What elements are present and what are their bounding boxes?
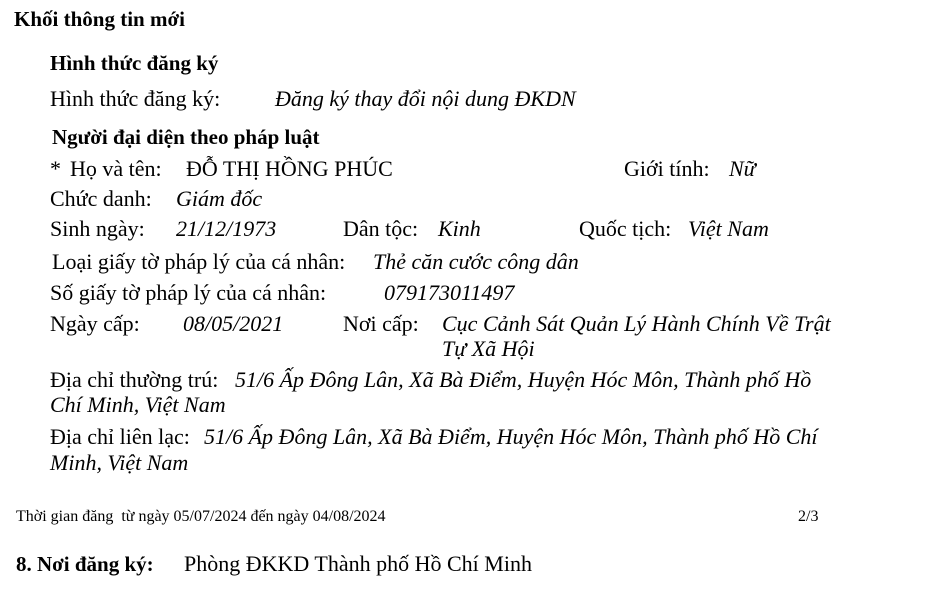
- contact-address-line1: 51/6 Ấp Đông Lân, Xã Bà Điểm, Huyện Hóc Môn, Thành phố Hồ Chí: [204, 424, 818, 449]
- registration-place-value: Phòng ĐKKD Thành phố Hồ Chí Minh: [184, 551, 532, 576]
- nationality-label: Quốc tịch:: [579, 216, 672, 241]
- page-number: 2/3: [798, 508, 819, 525]
- job-title-value: Giám đốc: [176, 186, 263, 211]
- representative-section-title: Người đại diện theo pháp luật: [52, 125, 320, 149]
- ethnicity-value: Kinh: [438, 216, 481, 241]
- permanent-address-label: Địa chỉ thường trú:: [50, 367, 219, 392]
- permanent-address-line1: 51/6 Ấp Đông Lân, Xã Bà Điểm, Huyện Hóc Môn, Thành phố Hồ: [235, 367, 812, 392]
- gender-label: Giới tính:: [624, 156, 710, 181]
- issue-place-label: Nơi cấp:: [343, 311, 419, 336]
- issue-place-line2: Tự Xã Hội: [442, 336, 535, 361]
- issue-place-line1: Cục Cảnh Sát Quản Lý Hành Chính Về Trật: [442, 311, 831, 336]
- doc-type-value: Thẻ căn cước công dân: [373, 249, 579, 274]
- doc-number-value: 079173011497: [384, 280, 515, 305]
- name-value: ĐỖ THỊ HỒNG PHÚC: [186, 156, 393, 181]
- block-title: Khối thông tin mới: [14, 7, 185, 31]
- registration-place-label: 8. Nơi đăng ký:: [16, 552, 154, 576]
- doc-number-label: Số giấy tờ pháp lý của cá nhân:: [50, 280, 327, 305]
- dob-label: Sinh ngày:: [50, 216, 145, 241]
- registration-type-value: Đăng ký thay đổi nội dung ĐKDN: [275, 86, 576, 111]
- issue-date-label: Ngày cấp:: [50, 311, 140, 336]
- registration-period: Thời gian đăng từ ngày 05/07/2024 đến ngày 04/08/2024: [16, 508, 386, 525]
- name-label: Họ và tên:: [70, 156, 162, 181]
- contact-address-label: Địa chỉ liên lạc:: [50, 424, 190, 449]
- registration-type-label: Hình thức đăng ký:: [50, 86, 221, 111]
- ethnicity-label: Dân tộc:: [343, 216, 419, 241]
- nationality-value: Việt Nam: [688, 216, 769, 241]
- permanent-address-line2: Chí Minh, Việt Nam: [50, 392, 226, 417]
- doc-type-label: Loại giấy tờ pháp lý của cá nhân:: [52, 249, 346, 274]
- dob-value: 21/12/1973: [176, 216, 277, 241]
- issue-date-value: 08/05/2021: [183, 311, 284, 336]
- contact-address-line2: Minh, Việt Nam: [50, 450, 189, 475]
- gender-value: Nữ: [729, 156, 756, 181]
- registration-section-title: Hình thức đăng ký: [50, 51, 219, 75]
- required-mark: *: [50, 156, 61, 181]
- job-title-label: Chức danh:: [50, 186, 152, 211]
